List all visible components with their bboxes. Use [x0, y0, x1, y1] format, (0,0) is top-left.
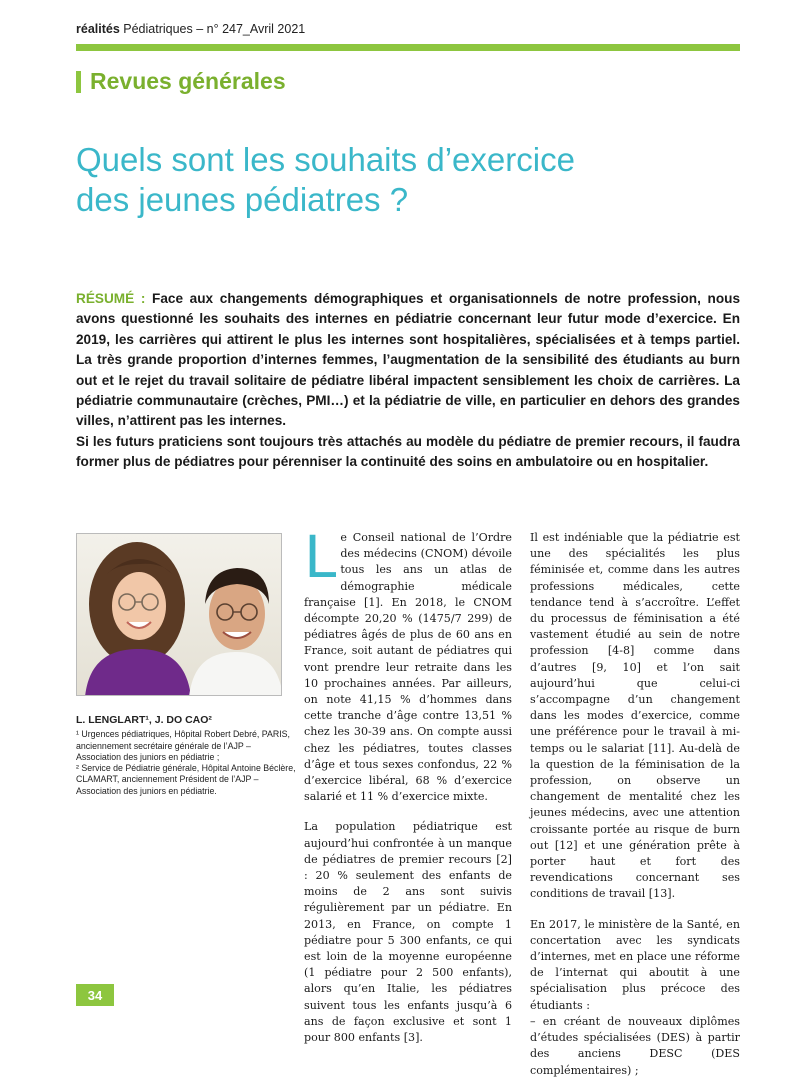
body-list-item: – en créant de nouveaux diplômes d’études spécialisées (DES) à partir des anciens DESC (DES complémentaires) ; — [530, 1014, 740, 1077]
body-paragraph-4: En 2017, le ministère de la Santé, en concertation avec les syndicats d’internes, met en place une réforme de l’internat qui aboutit à une spécialisation plus précoce des étudiants : — [530, 917, 740, 1012]
abstract-paragraph-2: Si les futurs praticiens sont toujours très attachés au modèle du pédiatre de premier recours, il faudra former plus de pédiatres pour pérenniser la continuité des soins en ambulatoire ou en hospitalier. — [76, 433, 740, 470]
running-header — [76, 22, 305, 36]
body-paragraph-1-text: e Conseil national de l’Ordre des médecins (CNOM) dévoile tous les ans un atlas de démographie médicale française [1]. En 2018, le CNOM décompte 20,20 % (1475/7 299) de pédiatres âgés de plus de 60 ans en France, soit autant de pédiatres qui vont prendre leur retraite dans les 10 prochaines années. Par ailleurs, on note 41,15 % d’hommes dans cette tranche d’âge contre 13,51 % chez les 30-39 ans. On compte aussi chez les pédiatres, toutes classes d’âge et tous sexes confondus, 22 % d’exercice libéral, 68 % d’exercice salarié et 11 % d’exercice mixte. — [304, 531, 512, 804]
author-block — [76, 715, 296, 797]
article-title — [76, 140, 736, 220]
abstract — [76, 289, 740, 473]
body-paragraph-3: Il est indéniable que la pédiatrie est une des spécialités les plus féminisée et, comme dans les autres professions médicales, cette tendance tend à s’accroître. L’effet du processus de féminisation a été vastement étudié au sein de notre profession [4-8] comme dans d’autres [9, 10] et l’on sait aujourd’hui que celui-ci s’accompagne d’un changement dans les modes d’exercice, comme une préférence pour le travail à mi-temps ou le salariat [11]. Au-delà de la question de la féminisation de la profession, on observe un changement de mentalité chez les jeunes médecins, avec une attention croissante portée au risque de burn out [12] et une génération prête à porter haut et fort des revendications concernant ses conditions de travail [13]. — [530, 531, 740, 901]
affiliation-1: ¹ Urgences pédiatriques, Hôpital Robert Debré, PARIS, anciennement secrétaire générale de l’AJP – Association des juniors en pédiatrie ; — [76, 729, 290, 762]
abstract-text-1: Face aux changements démographiques et organisationnels de notre profession, nous avons questionné les souhaits des internes en pédiatrie concernant leur futur mode d’exercice. En 2019, les carrières qui attirent le plus les internes sont hospitalières, spécialisées et à temps partiel. La très grande proportion d’internes femmes, l’augmentation de la sensibilité des étudiants au burn out et le rejet du travail solitaire de pédiatre libéral impactent sensiblement les choix de carrières. La pédiatrie communautaire (crèches, PMI…) et la pédiatrie de ville, en particulier en dehors des grandes villes, n’attirent pas les internes. — [76, 291, 740, 429]
drop-cap: L — [304, 523, 337, 591]
section-label: Revues générales — [90, 68, 286, 94]
affiliation-2: ² Service de Pédiatrie générale, Hôpital Antoine Béclère, CLAMART, anciennement Président de l’AJP – Association des juniors en pédiatrie. — [76, 763, 296, 796]
abstract-paragraph-1 — [76, 289, 740, 432]
author-names: L. LENGLART¹, J. DO CAO² — [76, 714, 212, 726]
section-heading — [76, 68, 286, 95]
authors-photo-illustration — [77, 534, 282, 696]
journal-brand: réalités — [76, 22, 120, 36]
page-number: 34 — [76, 984, 114, 1006]
body-paragraph-1 — [304, 523, 512, 805]
abstract-label: RÉSUMÉ : — [76, 291, 146, 306]
section-marker — [76, 71, 81, 93]
body-column-3 — [530, 530, 740, 1079]
journal-issue: Pédiatriques – n° 247_Avril 2021 — [123, 22, 306, 36]
title-line-2: des jeunes pédiatres ? — [76, 181, 409, 218]
body-column-2 — [304, 523, 512, 1060]
header-rule — [76, 44, 740, 51]
title-line-1: Quels sont les souhaits d’exercice — [76, 141, 575, 178]
body-paragraph-2: La population pédiatrique est aujourd’hui confrontée à un manque de pédiatres de premier recours [2] : 20 % seulement des enfants de moins de 2 ans sont suivis régulièrement par un pédiatre. En 2013, en France, on compte 1 pédiatre pour 5 300 enfants, ce qui est loin de la moyenne européenne (1 pédiatre pour 2 500 enfants), alors qu’en Italie, les pédiatres suivent tous les enfants jusqu’à 6 ans de façon exclusive et sont 1 pour 800 enfants [3]. — [304, 820, 512, 1045]
authors-photo — [76, 533, 282, 696]
